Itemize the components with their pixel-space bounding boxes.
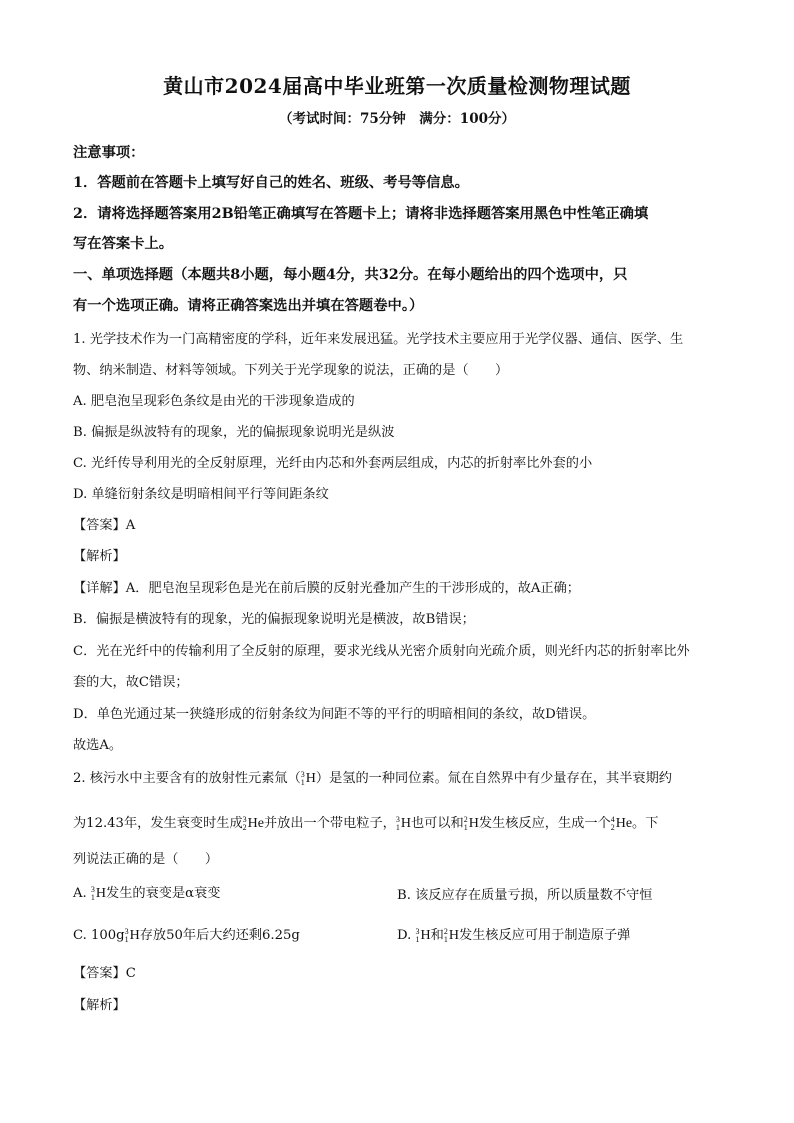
page-title: 黄山市2024届高中毕业班第一次质量检测物理试题	[163, 74, 631, 98]
q2-stem-line1	[73, 767, 733, 787]
nuclide-tritium: 3 1 H	[395, 814, 411, 832]
q1-answer: 【答案】A	[73, 518, 136, 533]
section-heading-line1: 一、单项选择题（本题共8小题，每小题4分，共32分。在每小题给出的四个选项中，只	[73, 267, 628, 283]
q1-option-b: B. 偏振是纵波特有的现象，光的偏振现象说明光是纵波	[73, 425, 395, 440]
q1-detail-line1: 【详解】A．肥皂泡呈现彩色是光在前后膜的反射光叠加产生的干涉形成的，故A正确；	[73, 581, 580, 596]
nuclide-tritium: 3 1 H	[415, 926, 431, 944]
section-heading-line2: 有一个选项正确。请将正确答案选出并填在答题卷中。）	[73, 298, 424, 314]
q2-option-d: D. 3 1 H和 2 1 H发生核反应可用于制造原子弹	[397, 926, 631, 944]
q1-detail-line5: D．单色光通过某一狭缝形成的衍射条纹为间距不等的平行的明暗相间的条纹，故D错误。	[73, 707, 596, 722]
q2-stem-text: 2. 核污水中主要含有的放射性元素氚（	[73, 771, 301, 786]
q2-stem-line3: 列说法正确的是（ ）	[73, 852, 219, 867]
nuclide-helium3: 3 2 He	[242, 814, 264, 832]
nuclide-deuterium: 2 1 H	[443, 926, 459, 944]
q2-analysis-label: 【解析】	[73, 998, 126, 1013]
q2-answer: 【答案】C	[73, 966, 136, 981]
q1-conclusion: 故选A。	[73, 738, 123, 753]
q1-option-c: C. 光纤传导利用光的全反射原理，光纤由内芯和外套两层组成，内芯的折射率比外套的小	[73, 456, 593, 471]
q1-stem-line2: 物、纳米制造、材料等领域。下列关于光学现象的说法，正确的是（ ）	[73, 363, 509, 378]
q2-option-a: A. 3 1 H发生的衰变是α衰变	[73, 884, 221, 902]
nuclide-helium4: 4 2 He	[610, 814, 633, 832]
nuclide-tritium: 3 1 H	[300, 769, 316, 787]
q2-option-b: B. 该反应存在质量亏损，所以质量数不守恒	[397, 888, 653, 903]
q1-option-d: D. 单缝衍射条纹是明暗相间平行等间距条纹	[73, 487, 329, 502]
q1-detail-line2: B．偏振是横波特有的现象，光的偏振现象说明光是横波，故B错误；	[73, 612, 475, 627]
nuclide-tritium: 3 1 H	[90, 884, 107, 902]
q1-analysis-label: 【解析】	[73, 549, 126, 564]
q1-detail-line4: 套的大，故C错误；	[73, 675, 189, 690]
notice-item-2-line1: 2．请将选择题答案用2B铅笔正确填写在答题卡上；请将非选择题答案用黑色中性笔正确填	[73, 206, 649, 222]
nuclide-deuterium: 2 1 H	[463, 814, 479, 832]
notice-item-2-line2: 写在答案卡上。	[73, 236, 174, 252]
notice-heading: 注意事项：	[73, 145, 145, 161]
nuclide-tritium: 3 1 H	[124, 926, 140, 944]
notice-item-1: 1．答题前在答题卡上填写好自己的姓名、班级、考号等信息。	[73, 175, 469, 191]
q1-detail-line3: C．光在光纤中的传输利用了全反射的原理，要求光线从光密介质射向光疏介质，则光纤内芯的折射率比外	[73, 644, 690, 659]
q2-option-c: C. 100g 3 1 H存放50年后大约还剩6.25g	[73, 926, 300, 944]
q1-stem-line1: 1. 光学技术作为一门高精密度的学科，近年来发展迅猛。光学技术主要应用于光学仪器、通信、医学、生	[73, 332, 684, 347]
q2-stem-text: ）是氢的一种同位素。氚在自然界中有少量存在，其半衰期约	[315, 771, 672, 786]
q2-stem-line2: 为12.43年，发生衰变时生成 3 2 He并放出一个带电粒子， 3 1 H也可以和 2 1 H发生核反应，生成一个 4 2 He。下	[73, 814, 659, 832]
q1-option-a: A. 肥皂泡呈现彩色条纹是由光的干涉现象造成的	[73, 394, 355, 409]
exam-info: （考试时间：75分钟 满分：100分）	[279, 111, 515, 127]
